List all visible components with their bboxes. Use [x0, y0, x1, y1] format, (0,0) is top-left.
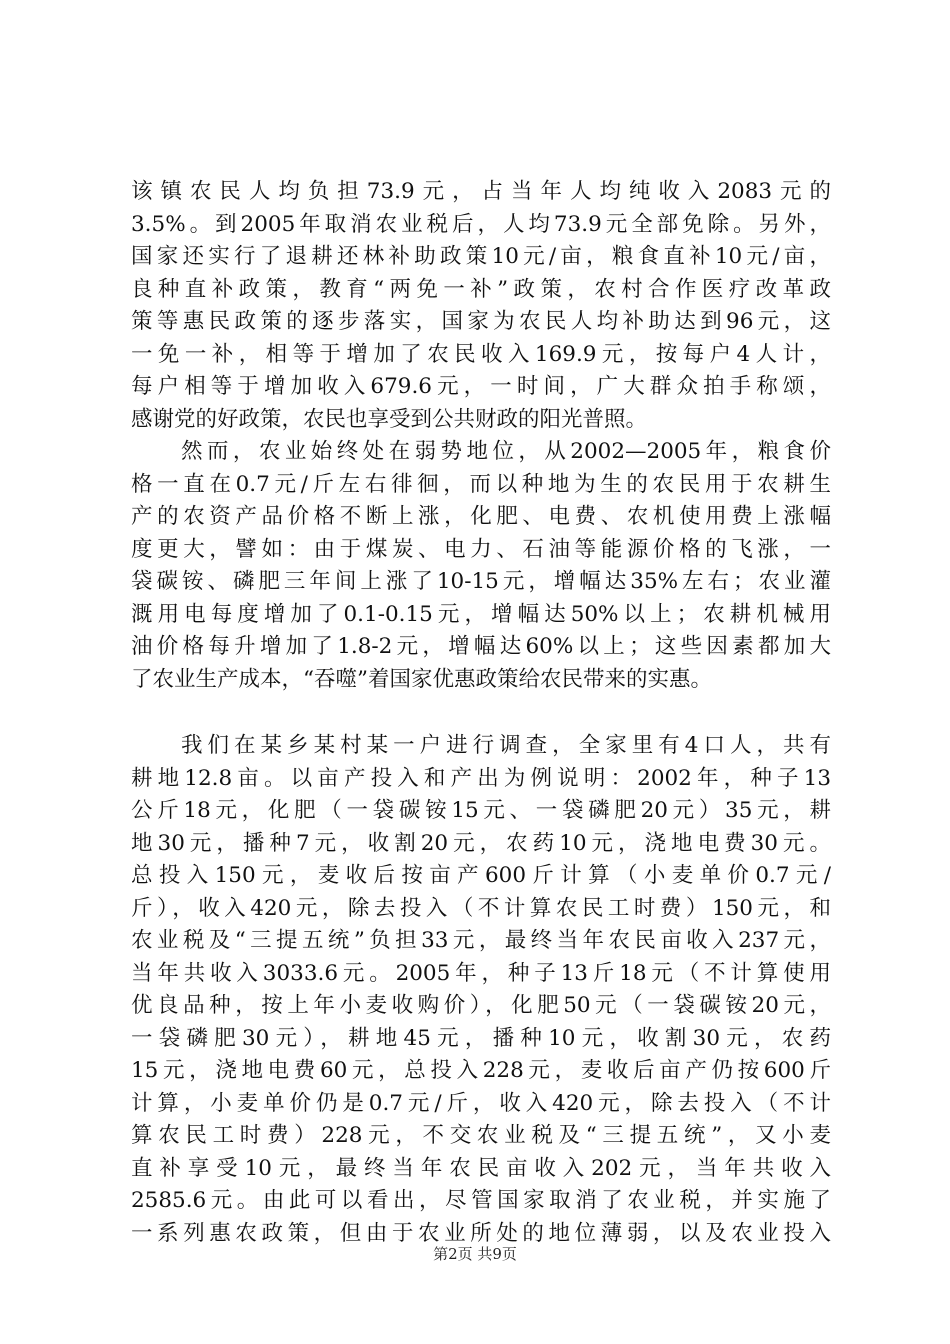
text-line: 地30元，播种7元，收割20元，农药10元，浇地电费30元。 [131, 830, 831, 856]
text-line: 溉用电每度增加了0.1-0.15元，增幅达50%以上；农耕机械用 [131, 601, 831, 627]
text-line: 2585.6元。由此可以看出，尽管国家取消了农业税，并实施了 [131, 1188, 831, 1213]
text-line: 斤），收入420元，除去投入（不计算农民工时费）150元，和 [131, 895, 831, 921]
text-line: 该镇农民人均负担73.9元，占当年人均纯收入2083元的 [131, 179, 831, 204]
text-line: 格一直在0.7元/斤左右徘徊，而以种地为生的农民用于农耕生 [131, 471, 831, 497]
text-line: 一系列惠农政策，但由于农业所处的地位薄弱，以及农业投入 [131, 1220, 831, 1246]
text-line: 感谢党的好政策，农民也享受到公共财政的阳光普照。 [131, 406, 648, 432]
text-line: 计算，小麦单价仍是0.7元/斤，收入420元，除去投入（不计 [131, 1090, 831, 1116]
text-line: 农业税及“三提五统”负担33元，最终当年农民亩收入237元， [131, 928, 831, 953]
text-line: 当年共收入3033.6元。2005年，种子13斤18元（不计算使用 [131, 960, 831, 986]
text-line: 我们在某乡某村某一户进行调查，全家里有4口人，共有 [181, 733, 831, 758]
paragraph-3 [131, 730, 831, 1250]
text-line: 公斤18元，化肥（一袋碳铵15元、一袋磷肥20元）35元，耕 [131, 798, 831, 823]
text-line: 15元，浇地电费60元，总投入228元，麦收后亩产仍按600斤 [131, 1058, 831, 1083]
paragraph-spacer [131, 696, 831, 730]
text-line: 策等惠民政策的逐步落实，国家为农民人均补助达到96元，这 [131, 309, 831, 334]
text-line: 一免一补，相等于增加了农民收入169.9元，按每户4人计， [131, 341, 831, 367]
text-line: 了农业生产成本，“吞噬”着国家优惠政策给农民带来的实惠。 [131, 666, 712, 692]
text-line: 3.5%。到2005年取消农业税后，人均73.9元全部免除。另外， [131, 211, 831, 237]
text-line: 直补享受10元，最终当年农民亩收入202元，当年共收入 [131, 1155, 831, 1181]
text-line: 算农民工时费）228元，不交农业税及“三提五统”，又小麦 [131, 1123, 831, 1148]
text-line: 然而，农业始终处在弱势地位，从2002—2005年，粮食价 [181, 439, 831, 464]
text-line: 产的农资产品价格不断上涨，化肥、电费、农机使用费上涨幅 [131, 504, 831, 529]
text-line: 一袋磷肥30元），耕地45元，播种10元，收割30元，农药 [131, 1025, 831, 1051]
text-line: 优良品种，按上年小麦收购价），化肥50元（一袋碳铵20元， [131, 993, 831, 1018]
text-line: 总投入150元，麦收后按亩产600斤计算（小麦单价0.7元/ [131, 863, 831, 888]
text-line: 油价格每升增加了1.8-2元，增幅达60%以上；这些因素都加大 [131, 634, 831, 659]
text-line: 袋碳铵、磷肥三年间上涨了10-15元，增幅达35%左右；农业灌 [131, 569, 831, 594]
paragraph-1 [131, 176, 831, 436]
text-line: 耕地12.8亩。以亩产投入和产出为例说明：2002年，种子13 [131, 765, 831, 791]
text-line: 良种直补政策，教育“两免一补”政策，农村合作医疗改革政 [131, 276, 831, 302]
text-line: 每户相等于增加收入679.6元，一时间，广大群众拍手称颂， [131, 374, 831, 399]
page-number-label: 第2页 共9页 [433, 1245, 517, 1263]
body-text [131, 176, 831, 1250]
page-footer [0, 1244, 950, 1264]
text-line: 度更大，譬如：由于煤炭、电力、石油等能源价格的飞涨，一 [131, 536, 831, 562]
paragraph-2 [131, 436, 831, 696]
text-line: 国家还实行了退耕还林补助政策10元/亩，粮食直补10元/亩， [131, 244, 831, 269]
